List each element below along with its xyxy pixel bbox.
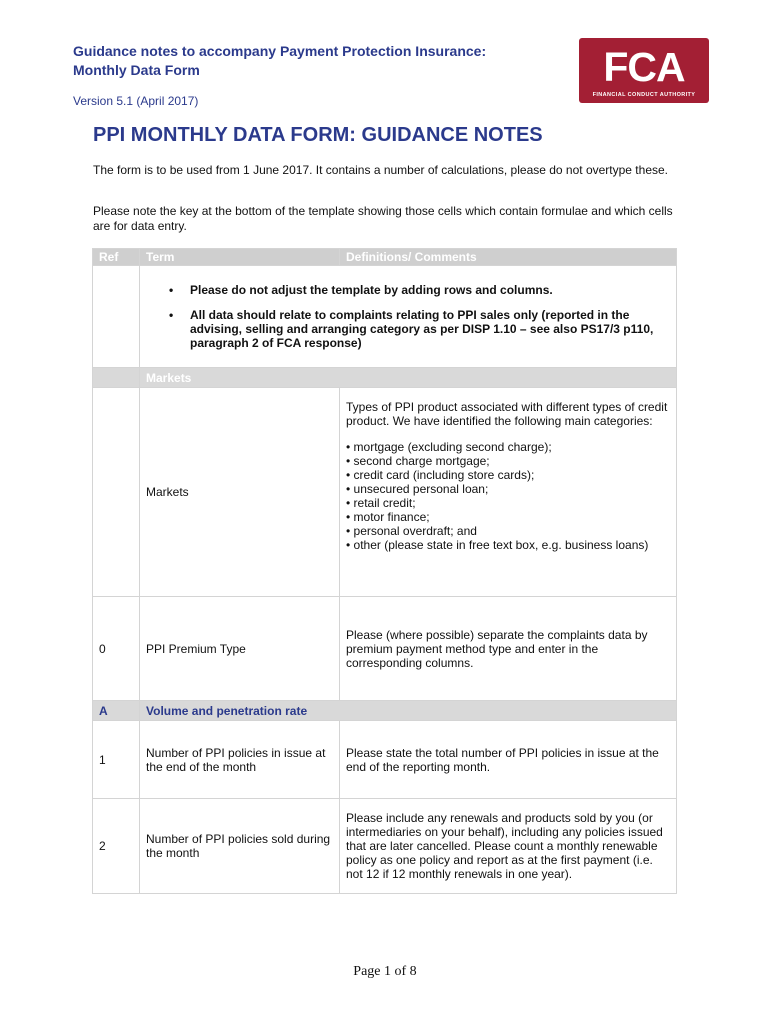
list-item: • second charge mortgage;: [346, 454, 490, 468]
section-a-label: Volume and penetration rate: [140, 701, 677, 721]
markets-section-row: [93, 368, 677, 388]
header-term: Term: [140, 249, 340, 266]
version-label: Version 5.1 (April 2017): [73, 94, 199, 108]
list-item: • credit card (including store cards);: [346, 468, 535, 482]
list-item: • mortgage (excluding second charge);: [346, 440, 552, 454]
list-item: • motor finance;: [346, 510, 430, 524]
markets-definition-cell: [340, 388, 677, 597]
logo-text: FCA: [603, 44, 685, 90]
header-definitions: Definitions/ Comments: [340, 249, 677, 266]
markets-definition-intro: Types of PPI product associated with different types of credit product. We have identified the following main categories:: [346, 400, 668, 428]
markets-ref-cell: [93, 388, 140, 597]
list-item: • unsecured personal loan;: [346, 482, 489, 496]
guidance-table: [92, 248, 677, 894]
header-title-line1: Guidance notes to accompany Payment Protection Insurance:: [73, 43, 487, 59]
notes-ref-cell: [93, 266, 140, 368]
table-row: [93, 388, 677, 597]
table-row: [93, 799, 677, 894]
markets-term-cell: Markets: [140, 388, 340, 597]
table-row: [93, 597, 677, 701]
list-item: • retail credit;: [346, 496, 416, 510]
section-ref-cell: [93, 368, 140, 388]
intro-paragraph: The form is to be used from 1 June 2017. It contains a number of calculations, please do not overtype these.: [93, 163, 668, 177]
row-1-definition: Please state the total number of PPI policies in issue at the end of the reporting month.: [340, 721, 677, 799]
note-text: Please do not adjust the template by adding rows and columns.: [190, 283, 553, 297]
list-item: • other (please state in free text box, e.g. business loans): [346, 538, 649, 552]
section-a-ref: A: [93, 701, 140, 721]
notes-row: [93, 266, 677, 368]
row-2-definition: Please include any renewals and products sold by you (or intermediaries on your behalf), including any policies issued that are later cancelled. Please count a monthly renewable policy as one policy and report as at the first payment (i.e. not 12 if 12 monthly renewals in one year).: [340, 799, 677, 894]
header-ref: Ref: [93, 249, 140, 266]
market-categories-list: [346, 440, 670, 552]
premium-term-cell: PPI Premium Type: [140, 597, 340, 701]
row-1-ref: 1: [93, 721, 140, 799]
page-number: Page 1 of 8: [353, 964, 417, 979]
bullet-icon: •: [169, 308, 174, 322]
premium-ref-cell: 0: [93, 597, 140, 701]
key-note-paragraph: Please note the key at the bottom of the template showing those cells which contain formulae and which cells are for data entry.: [93, 204, 673, 233]
header-title-line2: Monthly Data Form: [73, 62, 200, 78]
list-item: [146, 308, 670, 350]
row-1-term: Number of PPI policies in issue at the end of the month: [140, 721, 340, 799]
table-row: [93, 721, 677, 799]
table-header-row: [93, 249, 677, 266]
bullet-icon: •: [169, 283, 174, 297]
list-item: • personal overdraft; and: [346, 524, 477, 538]
notes-list: [146, 283, 670, 350]
page-title: PPI MONTHLY DATA FORM: GUIDANCE NOTES: [93, 124, 543, 146]
header-title: [73, 42, 563, 80]
row-2-ref: 2: [93, 799, 140, 894]
row-2-term: Number of PPI policies sold during the month: [140, 799, 340, 894]
fca-logo: [579, 38, 709, 103]
note-text: All data should relate to complaints relating to PPI sales only (reported in the advising, selling and arranging category as per DISP 1.10 – see also PS17/3 p110, paragraph 2 of FCA response): [190, 308, 654, 350]
markets-section-label: Markets: [140, 368, 677, 388]
premium-definition-cell: Please (where possible) separate the complaints data by premium payment method type and enter in the corresponding columns.: [340, 597, 677, 701]
notes-cell: [140, 266, 677, 368]
list-item: [146, 283, 670, 297]
section-a-row: [93, 701, 677, 721]
logo-subtitle: FINANCIAL CONDUCT AUTHORITY: [592, 92, 696, 98]
